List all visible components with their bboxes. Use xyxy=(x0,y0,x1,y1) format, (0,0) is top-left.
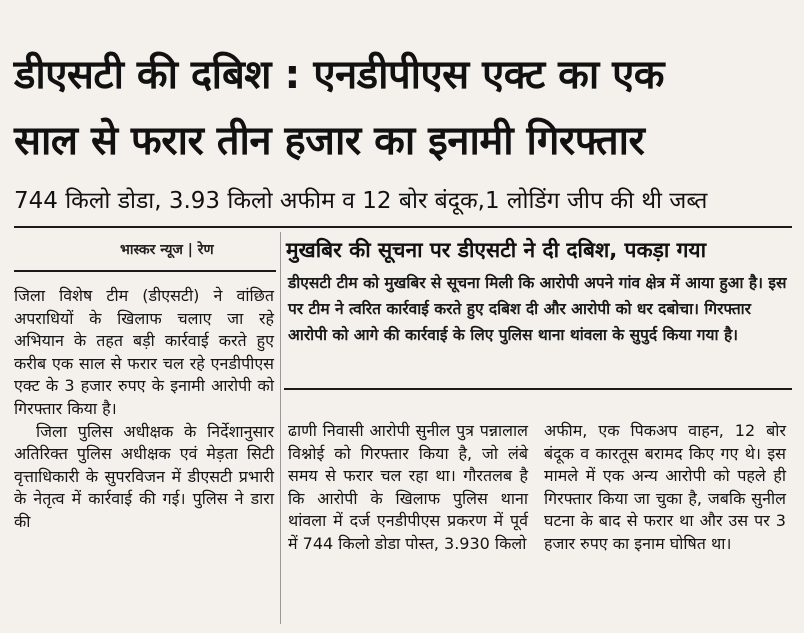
byline: भास्कर न्यूज | रेण xyxy=(120,242,214,258)
box-body: डीएसटी टीम को मुखबिर से सूचना मिली कि आरोपी अपने गांव क्षेत्र में आया हुआ है। इस पर टीम ने त्वरित कार्रवाई करते हुए दबिश दी और आरोपी को धर दबोचा। गिरफ्तार आरोपी को आगे की कार्रवाई के लिए पुलिस थाना थांवला के सुपुर्द किया गया है। xyxy=(288,274,787,344)
top-divider xyxy=(14,226,792,228)
subheadline: 744 किलो डोडा, 3.93 किलो अफीम व 12 बोर बंदूक,1 लोडिंग जीप की थी जब्त xyxy=(14,188,708,214)
column-divider xyxy=(280,232,281,624)
box-headline: मुखबिर की सूचना पर डीएसटी ने दी दबिश, पकड़ा गया xyxy=(286,238,707,262)
column-2-paragraph: ढाणी निवासी आरोपी सुनील पुत्र पन्नालाल विश्नोई को गिरफ्तार किया है, जो लंबे समय से फरार चल रहा था। गौरतलब है कि आरोपी के खिलाफ पुलिस थाना थांवला में दर्ज एनडीपीएस प्रकरण में पूर्व में 744 किलो डोडा पोस्त, 3.930 किलो xyxy=(288,421,528,553)
column-1-paragraph-2: जिला पुलिस अधीक्षक के निर्देशानुसार अतिरिक्त पुलिस अधीक्षक एवं मेड़ता सिटी वृत्ताधिकारी के सुपरविजन में डीएसटी प्रभारी के नेतृत्व में कार्रवाई की गई। पुलिस ने डारा की xyxy=(14,421,274,531)
byline-divider xyxy=(14,270,276,272)
headline-line-2: साल से फरार तीन हजार का इनामी गिरफ्तार xyxy=(14,118,645,164)
article-column-2 xyxy=(288,420,528,556)
column-3-paragraph: अफीम, एक पिकअप वाहन, 12 बोर बंदूक व कारतूस बरामद किए गए थे। इस मामले में एक अन्य आरोपी को पहले ही गिरफ्तार किया जा चुका है, जबकि सुनील घटना के बाद से फरार था और उस पर 3 हजार रुपए का इनाम घोषित था। xyxy=(544,421,786,553)
box-divider xyxy=(284,388,792,390)
article-column-3 xyxy=(544,420,786,556)
headline-line-1: डीएसटी की दबिश : एनडीपीएस एक्ट का एक xyxy=(14,52,664,98)
article-column-1 xyxy=(14,285,274,534)
column-1-paragraph-1: जिला विशेष टीम (डीएसटी) ने वांछित अपराधियों के खिलाफ चलाए जा रहे अभियान के तहत बड़ी कार्रवाई करते हुए करीब एक साल से फरार चल रहे एनडीपीएस एक्ट के 3 हजार रुपए के इनामी आरोपी को गिरफ्तार किया है। xyxy=(14,286,274,418)
headline xyxy=(14,42,794,174)
